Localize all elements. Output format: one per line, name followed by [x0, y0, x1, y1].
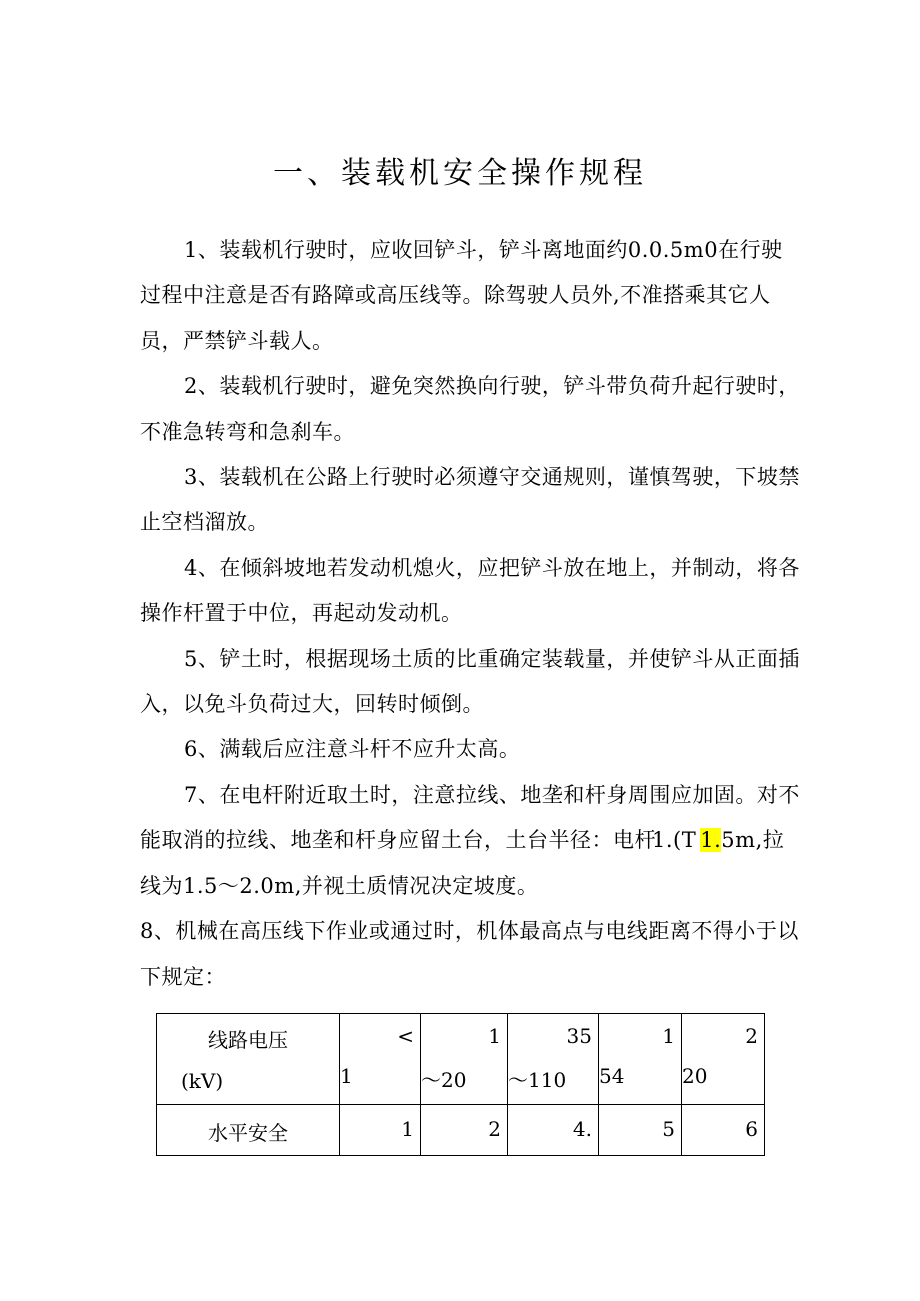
- table-cell: [421, 1014, 508, 1105]
- paragraph-4: 4、在倾斜坡地若发动机熄火，应把铲斗放在地上，并制动，将各操作杆置于中位，再起动发动机。: [140, 555, 800, 626]
- cell-bottom-text: 54: [599, 1064, 625, 1088]
- paragraph-1: 1、装载机行驶时，应收回铲斗，铲斗离地面约0.0.5m0在行驶过程中注意是否有路障或高压线等。除驾驶人员外,不准搭乘其它人员，严禁铲斗载人。: [140, 238, 783, 353]
- table-header-cell: [157, 1014, 340, 1105]
- cell-top-text: <: [397, 1024, 414, 1048]
- table-cell: [340, 1014, 421, 1105]
- table-cell: [682, 1105, 765, 1156]
- table-cell: [421, 1105, 508, 1156]
- document-body: [140, 228, 800, 1000]
- table-cell: [508, 1105, 599, 1156]
- paragraph-3: 3、装载机在公路上行驶时必须遵守交通规则，谨慎驾驶，下坡禁止空档溜放。: [140, 465, 800, 535]
- header-label: 线路电压: [208, 1028, 288, 1052]
- cell-text: 5: [662, 1117, 675, 1141]
- paragraph-5: 5、铲土时，根据现场土质的比重确定装载量，并使铲斗从正面插入，以免斗负荷过大，回转时倾倒。: [140, 646, 800, 717]
- table-row: [157, 1105, 765, 1156]
- paragraph-7: [140, 773, 800, 909]
- cell-bottom-text: 20: [682, 1064, 708, 1088]
- cell-top-text: 35: [566, 1024, 592, 1048]
- table-row: [157, 1014, 765, 1105]
- cell-bottom-text: 1: [340, 1064, 353, 1088]
- header-unit: (kV): [181, 1069, 224, 1093]
- cell-bottom-text: ～20: [421, 1068, 467, 1092]
- table-cell: [599, 1105, 682, 1156]
- voltage-distance-table: [156, 1013, 765, 1156]
- cell-text: 1: [401, 1117, 414, 1141]
- cell-text: 4.: [572, 1117, 592, 1141]
- paragraph-7-post: 5m,拉线为1.5～2.0m,并视土质情况决定坡度。: [140, 828, 785, 898]
- paragraph-8: 8、机械在高压线下作业或通过时，机体最高点与电线距离不得小于以下规定：: [140, 919, 799, 989]
- cell-bottom-text: ～110: [508, 1068, 567, 1092]
- cell-text: 6: [745, 1117, 758, 1141]
- table-cell: [508, 1014, 599, 1105]
- paragraph-7-main: 7、在电杆附近取土时，注意拉线、地垄和杆身周围应加固。对不能取消的拉线、地垄和杆身应留土台，土台半径：电杆: [140, 782, 800, 853]
- cell-top-text: 1: [662, 1024, 675, 1048]
- cell-top-text: 1: [488, 1024, 501, 1048]
- page-title: 一、装载机安全操作规程: [273, 156, 647, 191]
- table-cell: [682, 1014, 765, 1105]
- table-cell: [340, 1105, 421, 1156]
- cell-text: 2: [488, 1117, 501, 1141]
- table-header-cell: [157, 1105, 340, 1156]
- paragraph-7-pre: 1.(T: [652, 828, 697, 853]
- table-cell: [599, 1014, 682, 1105]
- paragraph-2: 2、装载机行驶时，避免突然换向行驶，铲斗带负荷升起行驶时，不准急转弯和急刹车。: [140, 374, 800, 444]
- highlighted-text: 1.: [700, 828, 722, 853]
- paragraph-6: 6、满载后应注意斗杆不应升太高。: [184, 737, 521, 762]
- cell-top-text: 2: [745, 1024, 758, 1048]
- header-label: 水平安全: [208, 1121, 288, 1145]
